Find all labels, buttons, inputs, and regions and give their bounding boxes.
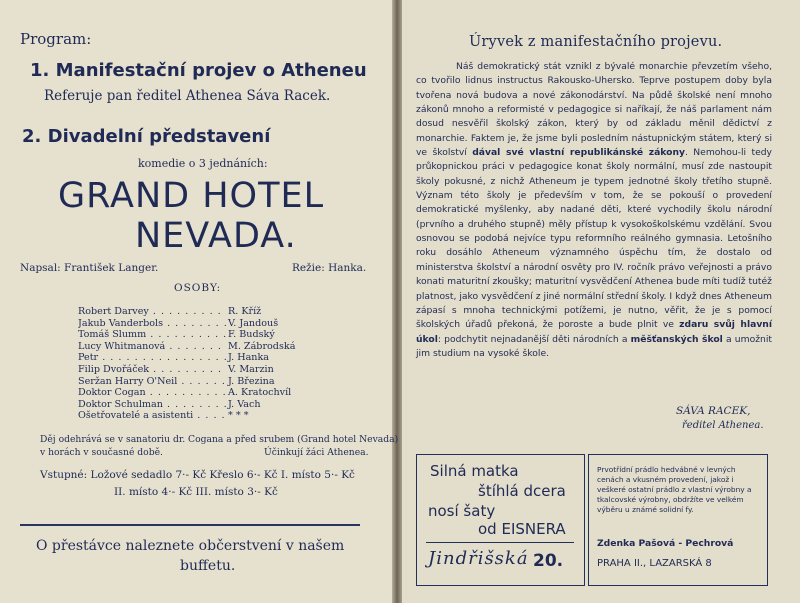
cast-actor: V. Jandouš [228,317,279,329]
cast-row [78,306,338,318]
cast-role: Jakub Vanderbols . . . [78,318,226,330]
item1-subtitle: Referuje pan ředitel Athenea Sáva Racek. [44,88,331,104]
eisner-ad-line2: štíhlá dcera [478,482,566,500]
cast-actor: J. Vach [228,398,261,410]
paragraph-text: a umožnit jim studium na vysoké škole. [416,333,772,359]
cast-row [78,410,338,422]
eisner-ad-underline [426,542,574,543]
cast-actor: J. Hanka [228,352,269,364]
excerpt-heading: Úryvek z manifestačního projevu. [469,34,723,50]
cast-row [78,329,338,341]
cast-role: Lucy Whitmanová . . . [78,341,226,353]
pasova-ad-firm: Zdenka Pašová - Pechrová [597,538,734,549]
cast-list [78,306,338,422]
cast-role: Robert Darvey . . . [78,306,226,318]
cast-actor: V. Marzin [228,363,274,375]
cast-actor: F. Budský [228,329,275,341]
cast-role: Ošetřovatelé a asistenti . . . [78,410,226,422]
cast-role: Filip Dvořáček . . . [78,364,226,376]
item2-title: 2. Divadelní představení [22,126,271,147]
cast-actor: A. Kratochvíl [228,387,292,399]
eisner-ad-number: 20. [533,551,564,571]
emphasis-text: zdaru svůj hlavní úkol [416,319,773,345]
cast-row [78,341,338,353]
cast-row [78,376,338,388]
performers: Účinkují žáci Athenea. [264,447,369,458]
eisner-ad-line4: od EISNERA [478,520,566,538]
left-divider [20,524,360,526]
setting-line1: Děj odehrává se v sanatoriu dr. Cogana a před srubem (Grand hotel Nevada) [40,434,399,445]
play-title-line2: NEVADA. [135,216,297,256]
director: Režie: Hanka. [292,262,367,274]
excerpt-paragraph [416,60,772,361]
paragraph-text: Náš demokratický stát vznikl z bývalé monarchie převzetím všeho, co tvořilo lidnus instructus Rakousko-Uhersko. Teprve postupem doby byla tvořena nová budova a nové zákonodárství. Na půdě školské není mnoho zákonů mnoho a reformisté v pedagogice si naříkají, že náš parlament nám dosud nesvěřil školský zákon, který by od základu měnil dědictví z monarchie. Faktem je, že jsme byli posledním nástupnickým státem, který si ve školství [416,61,772,159]
cast-role: Tomáš Slumm . . . [78,329,226,341]
persons-label: OSOBY: [174,282,222,294]
pasova-ad-address: PRAHA II., LAZARSKÁ 8 [597,558,712,569]
eisner-ad-street: Jindřišská [428,548,529,569]
play-title-line1: GRAND HOTEL [58,176,325,216]
cast-role: Doktor Schulman . . . [78,399,226,411]
item2-subtitle: komedie o 3 jednáních: [138,157,268,170]
signature-name: SÁVA RACEK, [676,405,751,417]
prices-line1: Vstupné: Ložové sedadlo 7·- Kč Křeslo 6·- Kč I. místo 5·- Kč [40,469,355,481]
cast-row [78,399,338,411]
emphasis-text: dával své vlastní republikánské zákony [472,147,685,159]
cast-actor: J. Březina [228,375,275,387]
book-gutter [392,0,402,603]
setting-line2: v horách v současné době. [40,447,163,458]
program-label: Program: [20,30,92,48]
author: Napsal: František Langer. [20,262,159,274]
cast-row [78,352,338,364]
refreshment-line1: O přestávce naleznete občerstvení v našem [36,538,345,554]
eisner-ad-line1: Silná matka [430,462,519,480]
paragraph-text: . Nemohou-li tedy průkopnickou práci v pedagogice konat školy normální, musí zde nastoupit školy pokusné, z nichž Atheneum je typem jednotné školy třetího stupně. Význam této školy je především v tom, že se pokouší o provedení demokratické myšlenky, aby nadané děti, které vychodily školu národní (prvního a druhého stupně) měly přístup k vysokoškolskému vzdělání. Svou osnovou se podobá nejvíce typu reformního reálného gymnasia. Letošního roku dosáhlo Atheneum významného úspěchu tím, že dostalo od ministerstva školství a národní osvěty pro IV. ročník právo veřejnosti a právo konati maturitní zkoušky; maturitní vysvědčení Athenea bude míti tudíž tutéž platnost, jako vysvědčení z jiné normální střední školy. I když dnes Atheneum zápasí s mnoha technickými potížemi, je nutno, věřit, že je s pomocí školských úřadů překoná, že poroste a bude plnit ve [416,147,772,331]
cast-row [78,364,338,376]
eisner-ad-line3: nosí šaty [428,502,496,520]
signature-title: ředitel Athenea. [682,420,764,431]
cast-role: Seržan Harry O'Neil . . . [78,376,226,388]
cast-row [78,318,338,330]
prices-line2: II. místo 4·- Kč III. místo 3·- Kč [114,486,278,498]
cast-row [78,387,338,399]
cast-role: Doktor Cogan . . . [78,387,226,399]
cast-actor: * * * [228,410,249,422]
paragraph-text: : podchytit nejnadanější děti národních a [437,333,631,345]
emphasis-text: měšťanských škol [630,333,723,345]
pasova-ad-text: Prvotřídní prádlo hedvábné v levných cenách a vkusném provedení, jakož i veškeré ostatní prádlo z vlastní výrobny a tkalcovské výrobny, obdržíte ve velkém výběru u známé solidní fy. [597,465,752,514]
item1-title: 1. Manifestační projev o Atheneu [30,60,367,81]
cast-role: Petr . . . [78,352,226,364]
cast-actor: R. Kříž [228,306,262,317]
refreshment-line2: buffetu. [180,558,236,574]
cast-actor: M. Zábrodská [228,340,296,352]
